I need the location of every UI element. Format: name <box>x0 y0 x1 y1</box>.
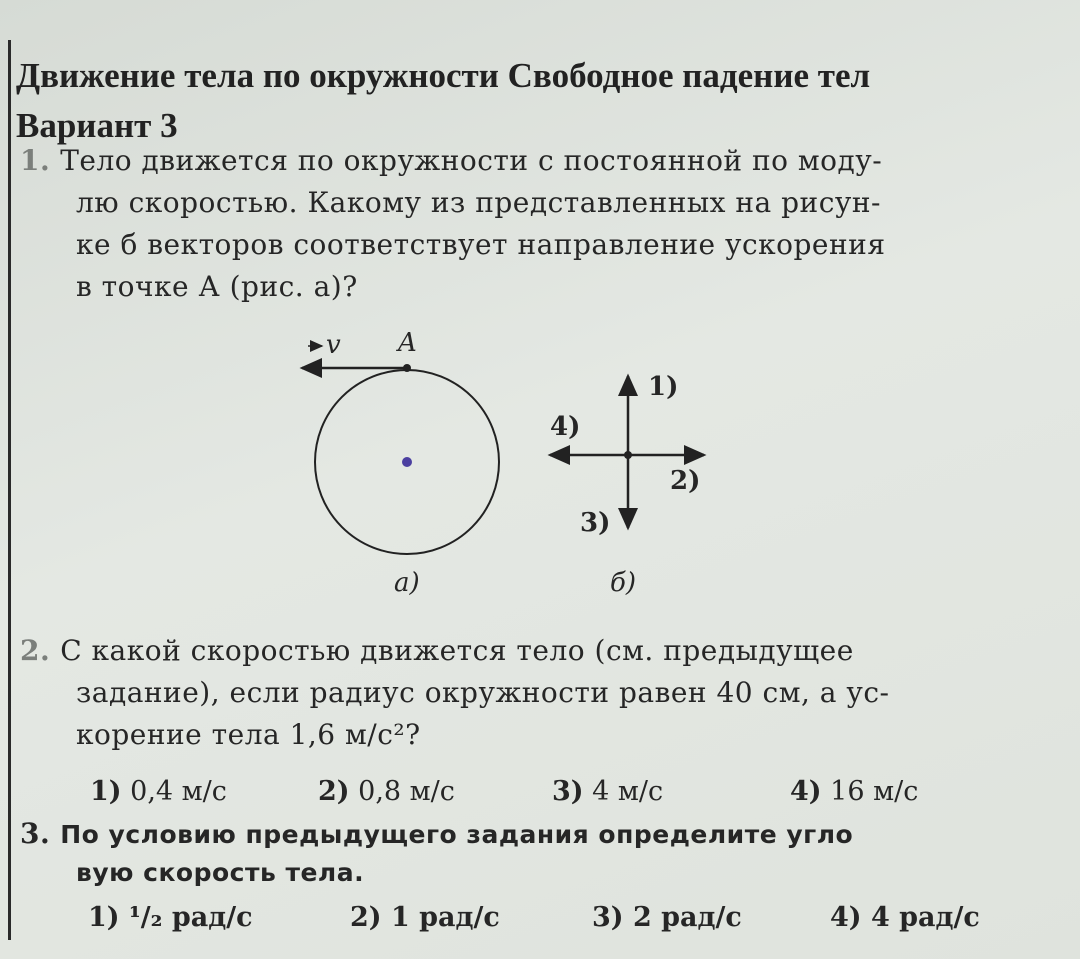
task-1-line-1: 1. Тело движется по окружности с постоянной по моду- <box>20 144 883 177</box>
velocity-label: v <box>326 330 341 360</box>
variant-heading: Вариант 3 <box>16 106 178 145</box>
task-3-answer-3: 3) 2 рад/с <box>592 902 742 933</box>
task-1-line-4: в точке А (рис. а)? <box>76 270 358 303</box>
task-3-answer-2: 2) 1 рад/с <box>350 902 500 933</box>
task-2 <box>20 630 1070 756</box>
task-2-line-3: корение тела 1,6 м/с²? <box>76 718 421 751</box>
page-title: Движение тела по окружности Свободное падение тел <box>16 56 871 95</box>
task-3-line-2: вую скорость тела. <box>76 858 365 887</box>
vectors-origin-dot <box>624 451 632 459</box>
point-a-label: A <box>398 328 417 358</box>
task-3-answer-4: 4) 4 рад/с <box>830 902 980 933</box>
task-2-number: 2. <box>20 634 51 667</box>
task-3-line-1: 3. По условию предыдущего задания определите угло <box>20 817 854 850</box>
caption-a: а) <box>394 568 420 598</box>
task-1-line-2: лю скоростью. Какому из представленных на рисун- <box>76 186 881 219</box>
figure-svg <box>280 320 740 610</box>
vector-3-label: 3) <box>580 508 611 538</box>
task-2-answer-3: 3) 4 м/с <box>552 776 664 807</box>
vector-1-label: 1) <box>648 372 679 402</box>
task-2-answer-1: 1) 0,4 м/с <box>90 776 227 807</box>
task-1-line-3: ке б векторов соответствует направление ускорения <box>76 228 886 261</box>
circle-center-dot <box>402 457 412 467</box>
task-2-answers <box>90 772 1080 812</box>
task-3-answers <box>88 898 1080 938</box>
caption-b: б) <box>610 568 637 598</box>
task-1 <box>20 140 1070 308</box>
task-2-line-1: 2. С какой скоростью движется тело (см. предыдущее <box>20 634 854 667</box>
task-2-answer-4: 4) 16 м/с <box>790 776 919 807</box>
vector-2-label: 2) <box>670 466 701 496</box>
page-edge-line <box>8 40 11 940</box>
vector-4-label: 4) <box>550 412 581 442</box>
task-3-number: 3. <box>20 817 51 850</box>
task-2-line-2: задание), если радиус окружности равен 40 см, а ус- <box>76 676 890 709</box>
task-3-answer-1: 1) ¹/₂ рад/с <box>88 902 253 933</box>
task-2-answer-2: 2) 0,8 м/с <box>318 776 455 807</box>
figure <box>280 320 740 610</box>
task-3 <box>20 815 1070 892</box>
task-1-number: 1. <box>20 144 51 177</box>
